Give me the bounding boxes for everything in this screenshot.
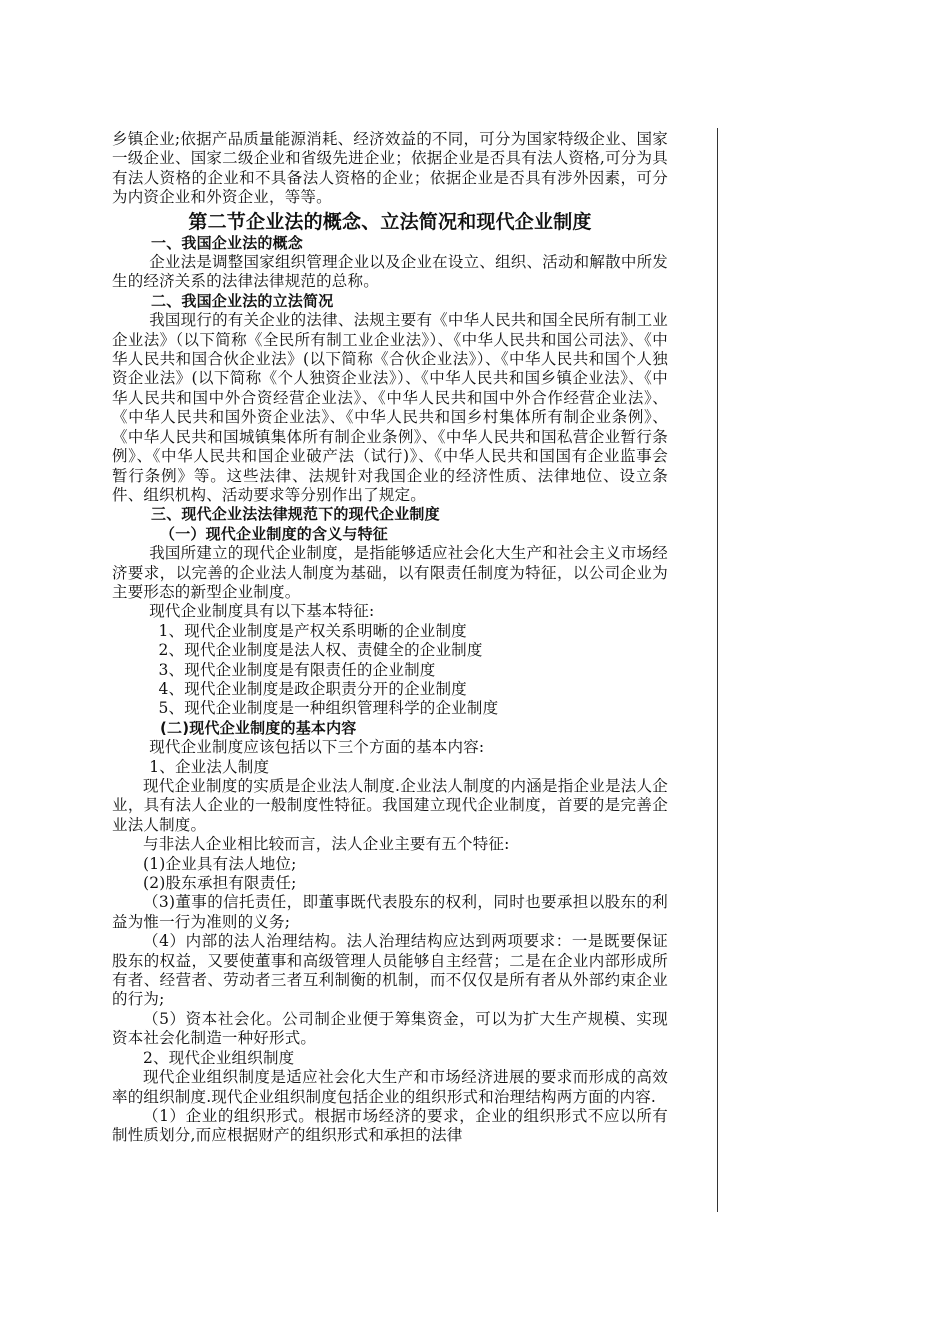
trait-item: （3)董事的信托责任，即董事既代表股东的权利，同时也要承担以股东的利益为惟一行为准则的义务; — [112, 893, 668, 931]
vertical-rule — [717, 128, 718, 1212]
content-item: 1、企业法人制度 — [149, 757, 270, 776]
paragraph-meaning: 我国所建立的现代企业制度，是指能够适应社会化大生产和社会主义市场经济要求，以完善的企业法人制度为基础，以有限责任制度为特征，以公司企业为主要形态的新型企业制度。 — [112, 544, 668, 601]
trait-item: (2)股东承担有限责任; — [143, 874, 297, 893]
section-heading: 第二节企业法的概念、立法简况和现代企业制度 — [188, 210, 592, 233]
paragraph-five-features: 与非法人企业相比较而言，法人企业主要有五个特征: — [143, 835, 510, 854]
trait-item: （5）资本社会化。公司制企业便于筹集资金，可以为扩大生产规模、实现资本社会化制造一种好形式。 — [112, 1009, 668, 1048]
paragraph-concept: 企业法是调整国家组织管理企业以及企业在设立、组织、活动和解散中所发生的经济关系的法律法律规范的总称。 — [112, 253, 668, 291]
paragraph-legislation: 我国现行的有关企业的法律、法规主要有《中华人民共和国全民所有制工业企业法》（以下简称《全民所有制工业企业法》）、《中华人民共和国公司法》、《中华人民共和国合伙企业法》(以下简称《合伙企业法》）、《中华人民共和国个人独资企业法》(以下简称《个人独资企业法》）、《中华人民共和国乡镇企业法》、《中华人民共和国中外合资经营企业法》、《中华人民共和国中外合作经营企业法》、《中华人民共和国外资企业法》、《中华人民共和国乡村集体所有制企业条例》、《中华人民共和国城镇集体所有制企业条例》、《中华人民共和国私营企业暂行条例》、《中华人民共和国企业破产法（试行)》、《中华人民共和国国有企业监事会暂行条例》等。这些法律、法规针对我国企业的经济性质、法律地位、设立条件、组织机构、活动要求等分别作出了规定。 — [112, 311, 668, 504]
heading-legislation: 二、我国企业法的立法简况 — [151, 291, 334, 310]
paragraph-legal-person: 现代企业制度的实质是企业法人制度.企业法人制度的内涵是指企业是法人企业，具有法人企业的一般制度性特征。我国建立现代企业制度，首要的是完善企业法人制度。 — [112, 777, 668, 834]
heading-basic-content: (二)现代企业制度的基本内容 — [160, 718, 357, 737]
paragraph-features-intro: 现代企业制度具有以下基本特征: — [149, 602, 375, 621]
document-body — [112, 130, 668, 1146]
paragraph-organization-form: （1）企业的组织形式。根据市场经济的要求，企业的组织形式不应以所有制性质划分,而应根据财产的组织形式和承担的法律 — [112, 1106, 668, 1145]
feature-item: 4、现代企业制度是政企职责分开的企业制度 — [158, 679, 467, 698]
feature-item: 3、现代企业制度是有限责任的企业制度 — [158, 660, 436, 679]
content-item: 2、现代企业组织制度 — [143, 1048, 295, 1067]
paragraph-organization: 现代企业组织制度是适应社会化大生产和市场经济进展的要求而形成的高效率的组织制度.现代企业组织制度包括企业的组织形式和治理结构两方面的内容. — [112, 1068, 668, 1106]
feature-item: 2、现代企业制度是法人权、责健全的企业制度 — [158, 641, 483, 660]
heading-modern-system: 三、现代企业法法律规范下的现代企业制度 — [151, 505, 440, 524]
heading-concept: 一、我国企业法的概念 — [151, 233, 304, 252]
trait-item: （4）内部的法人治理结构。法人治理结构应达到两项要求：一是既要保证股东的权益，又要使董事和高级管理人员能够自主经营；二是在企业内部形成所有者、经营者、劳动者三者互利制衡的机制，而不仅仅是所有者从外部约束企业的行为; — [112, 932, 668, 1009]
feature-item: 1、现代企业制度是产权关系明晰的企业制度 — [158, 621, 467, 640]
feature-item: 5、现代企业制度是一种组织管理科学的企业制度 — [158, 699, 499, 718]
trait-item: (1)企业具有法人地位; — [143, 854, 297, 873]
heading-meaning-features: （一）现代企业制度的含义与特征 — [160, 524, 389, 543]
paragraph-enterprise-classification: 乡镇企业;依据产品质量能源消耗、经济效益的不同，可分为国家特级企业、国家一级企业、国家二级企业和省级先进企业；依据企业是否具有法人资格,可分为具有法人资格的企业和不具备法人资格的企业；依据企业是否具有涉外因素，可分为内资企业和外资企业，等等。 — [112, 130, 668, 207]
paragraph-content-intro: 现代企业制度应该包括以下三个方面的基本内容: — [149, 738, 485, 757]
